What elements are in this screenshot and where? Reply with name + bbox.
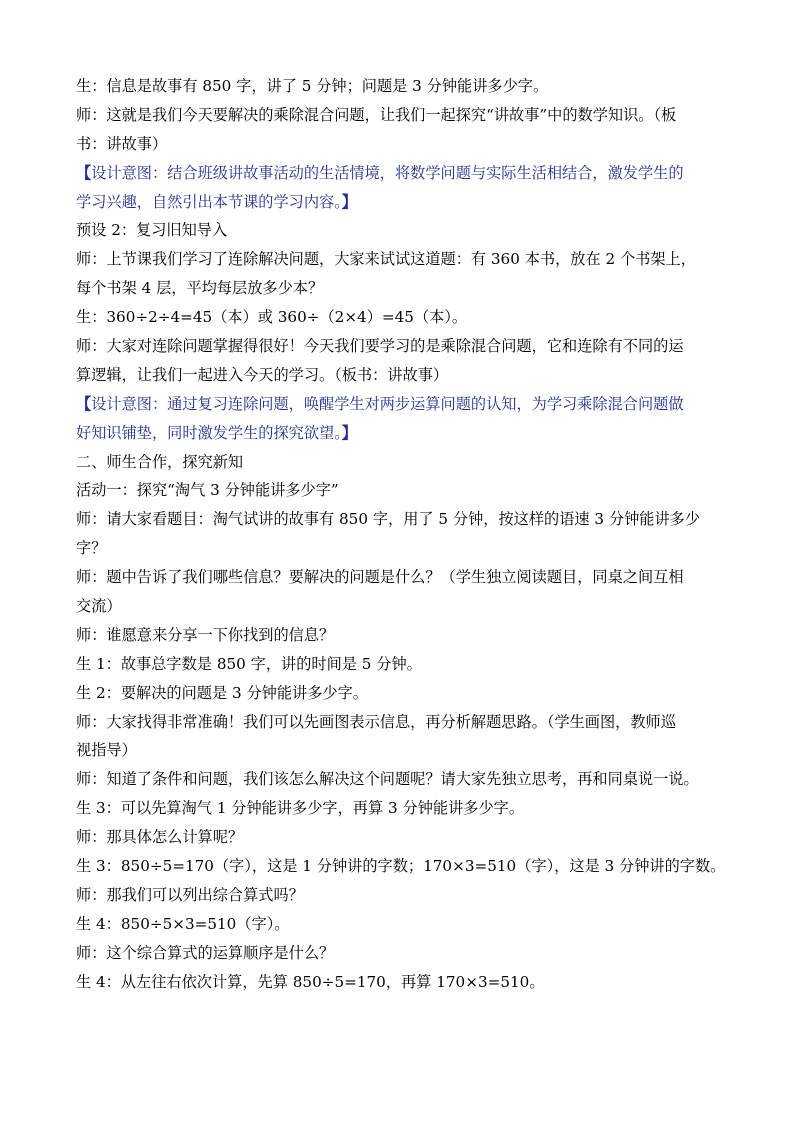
text-line: 生 4：从左往右依次计算，先算 850÷5=170，再算 170×3=510。 [76,972,545,991]
text-line: 每个书架 4 层，平均每层放多少本？ [76,279,324,298]
text-line: 师：大家找得非常准确！我们可以先画图表示信息，再分析解题思路。（学生画图，教师巡 [76,712,676,731]
text-line: 活动一：探究“淘气 3 分钟能讲多少字” [76,481,339,500]
text-line: 师：题中告诉了我们哪些信息？要解决的问题是什么？（学生独立阅读题目，同桌之间互相 [76,568,684,587]
text-line: 书：讲故事） [76,134,168,153]
text-line: 算逻辑，让我们一起进入今天的学习。（板书：讲故事） [76,365,449,384]
text-line: 预设 2：复习旧知导入 [76,221,228,240]
text-line: 师：这个综合算式的运算顺序是什么？ [76,943,335,962]
text-line: 师：那我们可以列出综合算式吗？ [76,885,304,904]
text-line: 生 4：850÷5×3=510（字）。 [76,914,290,933]
text-line: 生 3：850÷5=170（字），这是 1 分钟讲的字数；170×3=510（字），这是 3 分钟讲的字数。 [76,857,726,876]
bracket-mark: 】 [341,192,357,211]
bracket-mark: 】 [341,423,357,442]
text-line: 生 3：可以先算淘气 1 分钟能讲多少字，再算 3 分钟能讲多少字。 [76,799,525,818]
bracket-mark: 【 [76,163,92,182]
design-intent-line: 好知识铺垫，同时激发学生的探究欲望。】 [76,423,357,442]
text-line: 师：那具体怎么计算呢？ [76,828,244,847]
text-line: 师：大家对连除问题掌握得很好！今天我们要学习的是乘除混合问题，它和连除有不同的运 [76,337,684,356]
design-intent-line: 【设计意图：结合班级讲故事活动的生活情境，将数学问题与实际生活相结合，激发学生的 [76,163,684,182]
text-line: 师：知道了条件和问题，我们该怎么解决这个问题呢？请大家先独立思考，再和同桌说一说。 [76,770,699,789]
text-line: 交流） [76,597,122,616]
text-line: 视指导） [76,741,137,760]
text-line: 生：360÷2÷4=45（本）或 360÷（2×4）=45（本）。 [76,308,468,327]
text-line: 生 2：要解决的问题是 3 分钟能讲多少字。 [76,683,368,702]
text-line: 二、师生合作，探究新知 [76,452,244,471]
text-line: 师：谁愿意来分享一下你找到的信息？ [76,625,335,644]
bracket-mark: 【 [76,394,92,413]
text-line: 生：信息是故事有 850 字，讲了 5 分钟；问题是 3 分钟能讲多少字。 [76,77,549,95]
design-intent-line: 学习兴趣，自然引出本节课的学习内容。】 [76,192,357,211]
design-intent-line: 【设计意图：通过复习连除问题，唤醒学生对两步运算问题的认知，为学习乘除混合问题做 [76,394,684,413]
text-line: 字？ [76,539,107,558]
text-line: 生 1：故事总字数是 850 字，讲的时间是 5 分钟。 [76,654,422,673]
text-line: 师：请大家看题目：淘气试讲的故事有 850 字，用了 5 分钟，按这样的语速 3 分钟能讲多少 [76,510,701,529]
text-line: 师：上节课我们学习了连除解决问题，大家来试试这道题：有 360 本书，放在 2 个书架上， [76,250,696,269]
text-line: 师：这就是我们今天要解决的乘除混合问题，让我们一起探究“讲故事”中的数学知识。（板 [76,105,677,124]
